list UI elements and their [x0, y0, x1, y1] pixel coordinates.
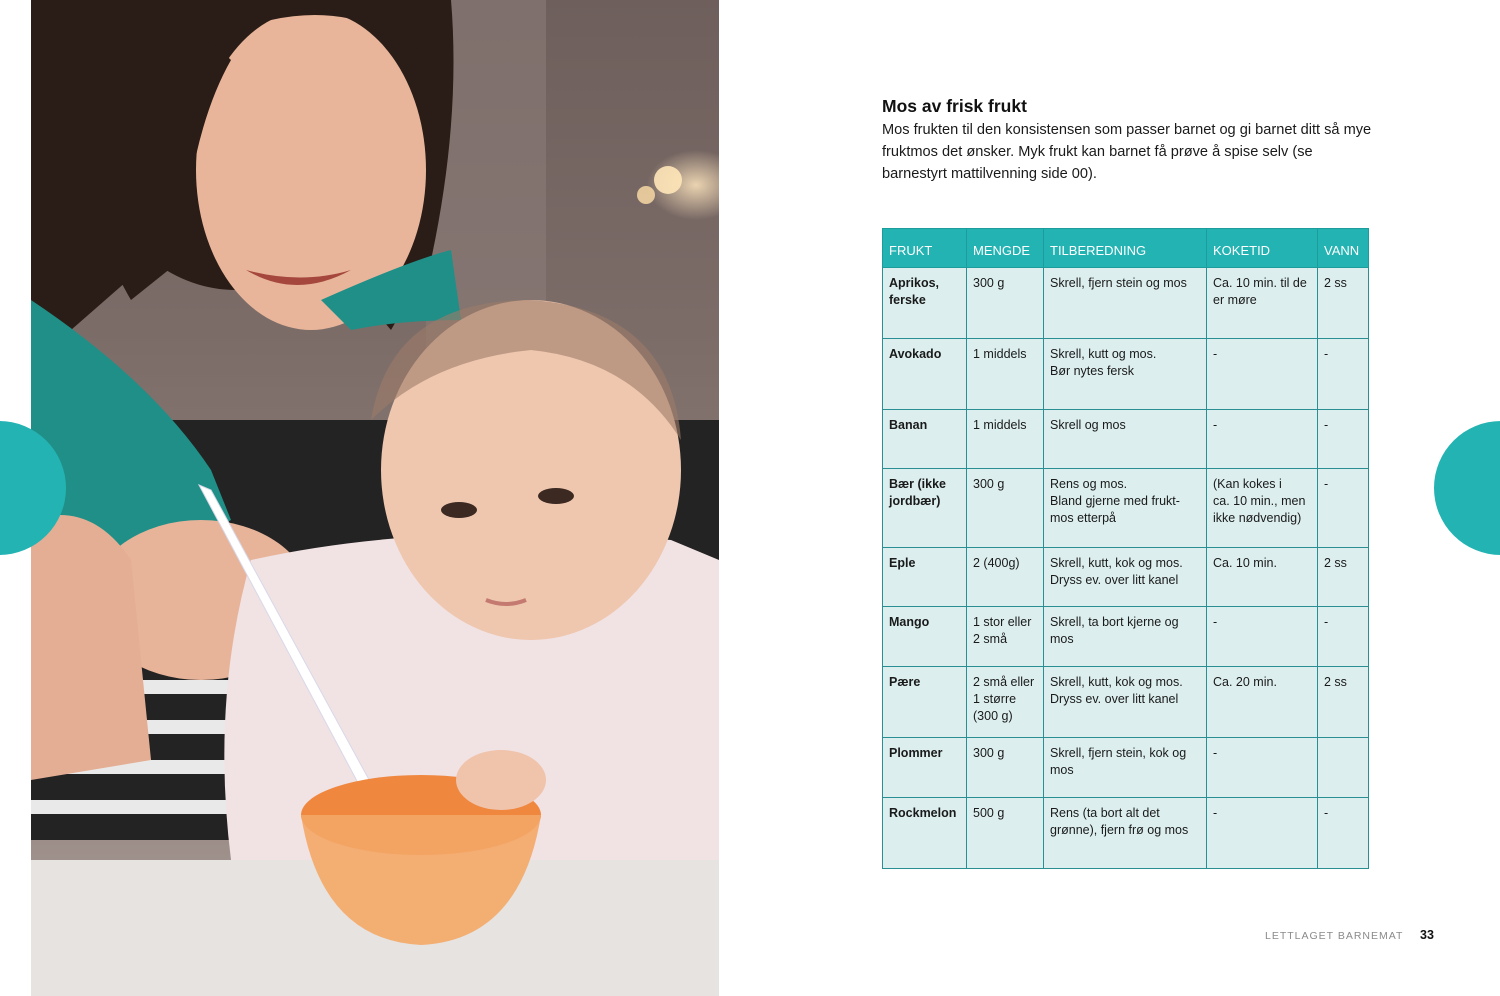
cell-vann: - [1318, 607, 1369, 667]
cell-tilberedning: Skrell, fjern stein og mos [1044, 268, 1207, 339]
cell-koketid: Ca. 20 min. [1207, 667, 1318, 738]
cell-tilberedning: Rens og mos. Bland gjerne med frukt- mos etterpå [1044, 469, 1207, 548]
decorative-teal-circle-right [1434, 421, 1500, 555]
cell-koketid: Ca. 10 min. til de er møre [1207, 268, 1318, 339]
fruit-table [882, 228, 1369, 869]
cell-vann: - [1318, 410, 1369, 469]
cell-frukt: Aprikos, ferske [883, 268, 967, 339]
article-title: Mos av frisk frukt [882, 96, 1027, 116]
photo-mother-feeding-baby [31, 0, 719, 996]
cell-frukt: Pære [883, 667, 967, 738]
cell-vann: 2 ss [1318, 268, 1369, 339]
cell-vann: - [1318, 469, 1369, 548]
article-intro: Mos frukten til den konsistensen som passer barnet og gi barnet ditt så mye fruktmos det ønsker. Myk frukt kan barnet få prøve å spise selv (se barnestyrt mattilvenning side 00). [882, 122, 1372, 182]
cell-mengde: 1 stor eller 2 små [967, 607, 1044, 667]
photo-illustration [31, 0, 719, 996]
cell-koketid: Ca. 10 min. [1207, 548, 1318, 607]
column-header-mengde: MENGDE [967, 229, 1044, 268]
cell-mengde: 500 g [967, 798, 1044, 869]
cell-frukt: Eple [883, 548, 967, 607]
column-header-koketid: KOKETID [1207, 229, 1318, 268]
cell-tilberedning: Skrell, kutt, kok og mos. Dryss ev. over litt kanel [1044, 667, 1207, 738]
column-header-vann: VANN [1318, 229, 1369, 268]
cell-frukt: Plommer [883, 738, 967, 798]
cell-mengde: 300 g [967, 268, 1044, 339]
cell-tilberedning: Skrell, kutt, kok og mos. Dryss ev. over litt kanel [1044, 548, 1207, 607]
cell-mengde: 1 middels [967, 339, 1044, 410]
table-row [883, 738, 1369, 798]
cell-tilberedning: Skrell, fjern stein, kok og mos [1044, 738, 1207, 798]
table-row [883, 410, 1369, 469]
cell-vann: 2 ss [1318, 548, 1369, 607]
cell-frukt: Banan [883, 410, 967, 469]
table-row [883, 798, 1369, 869]
cell-tilberedning: Skrell, kutt og mos. Bør nytes fersk [1044, 339, 1207, 410]
table-row [883, 548, 1369, 607]
cell-mengde: 300 g [967, 738, 1044, 798]
cell-tilberedning: Skrell og mos [1044, 410, 1207, 469]
cell-vann [1318, 738, 1369, 798]
cell-mengde: 2 (400g) [967, 548, 1044, 607]
running-title: LETTLAGET BARNEMAT [1265, 930, 1404, 942]
cell-koketid: - [1207, 607, 1318, 667]
cell-koketid: - [1207, 339, 1318, 410]
cell-koketid: (Kan kokes i ca. 10 min., men ikke nødvendig) [1207, 469, 1318, 548]
table-header-row [883, 229, 1369, 268]
table-row [883, 667, 1369, 738]
cell-koketid: - [1207, 410, 1318, 469]
table-row [883, 469, 1369, 548]
cell-koketid: - [1207, 798, 1318, 869]
cell-vann: - [1318, 339, 1369, 410]
table-row [883, 607, 1369, 667]
cell-mengde: 2 små eller 1 større (300 g) [967, 667, 1044, 738]
cell-mengde: 300 g [967, 469, 1044, 548]
cell-vann: - [1318, 798, 1369, 869]
table-row [883, 268, 1369, 339]
cell-mengde: 1 middels [967, 410, 1044, 469]
cell-frukt: Bær (ikke jordbær) [883, 469, 967, 548]
cell-tilberedning: Rens (ta bort alt det grønne), fjern frø og mos [1044, 798, 1207, 869]
column-header-tilberedning: TILBEREDNING [1044, 229, 1207, 268]
table-row [883, 339, 1369, 410]
column-header-frukt: FRUKT [883, 229, 967, 268]
cell-frukt: Mango [883, 607, 967, 667]
cell-vann: 2 ss [1318, 667, 1369, 738]
cell-frukt: Avokado [883, 339, 967, 410]
cell-tilberedning: Skrell, ta bort kjerne og mos [1044, 607, 1207, 667]
cell-frukt: Rockmelon [883, 798, 967, 869]
cell-koketid: - [1207, 738, 1318, 798]
page-number: 33 [1420, 928, 1434, 942]
